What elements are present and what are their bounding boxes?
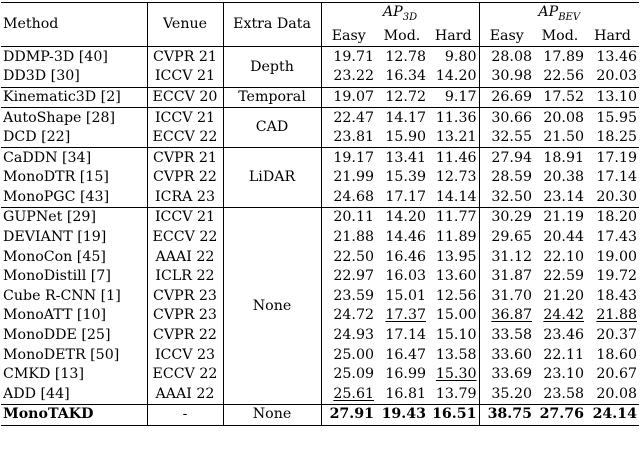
venue-cell: AAAI 22 [147,247,223,267]
value-cell [428,345,479,365]
value-text: 36.87 [491,307,532,324]
value-text: 20.11 [333,209,374,226]
value-cell [586,188,639,208]
value-text: 14.20 [435,68,477,85]
value-text: 29.65 [491,229,532,246]
value-cell [479,188,534,208]
value-text: 13.10 [596,88,637,105]
value-cell [321,47,376,67]
extra-data-cell: Temporal [223,87,321,108]
value-text: 13.41 [385,149,426,166]
value-cell [586,67,639,87]
value-text: 13.79 [435,385,477,402]
value-cell [376,306,428,326]
value-text: 17.43 [596,229,637,246]
value-text: 11.36 [435,109,477,126]
value-text: 26.69 [491,88,532,105]
header-method: Method [1,3,147,47]
value-text: 17.89 [543,48,584,65]
value-cell [586,287,639,307]
value-text: 21.19 [543,209,584,226]
value-text: 14.46 [385,229,426,246]
value-text: 20.30 [596,188,637,205]
value-text: 33.69 [491,366,532,383]
value-cell [479,128,534,148]
value-cell [321,128,376,148]
value-cell [428,208,479,228]
value-cell [321,267,376,287]
extra-data-cell: CAD [223,108,321,148]
venue-cell: - [147,405,223,426]
value-text: 16.99 [385,366,426,383]
table-row [1,87,639,108]
value-cell [428,385,479,405]
value-text: 19.07 [333,88,374,105]
value-cell [428,247,479,267]
value-cell [534,326,586,346]
table-row-proposed [1,405,639,426]
value-cell: 27.91 [321,405,376,426]
method-cell: CaDDN [34] [1,148,147,168]
venue-cell: ICCV 21 [147,108,223,128]
value-cell [586,267,639,287]
venue-cell: ECCV 22 [147,228,223,248]
value-text: 14.17 [385,109,426,126]
value-text: 18.25 [596,129,637,146]
venue-cell: CVPR 22 [147,168,223,188]
value-cell [479,267,534,287]
value-text: 21.88 [333,229,374,246]
value-cell [376,247,428,267]
value-text: 33.60 [491,346,532,363]
value-cell [321,208,376,228]
value-cell [534,365,586,385]
value-cell [376,326,428,346]
venue-cell: ICCV 23 [147,345,223,365]
value-text: 31.70 [491,287,532,304]
method-cell: DCD [22] [1,128,147,148]
value-cell [321,247,376,267]
value-text: 15.01 [385,287,426,304]
value-cell [376,385,428,405]
value-cell [586,228,639,248]
value-text: 31.87 [491,268,532,285]
results-table [1,2,639,426]
value-cell [376,128,428,148]
value-text: 20.44 [543,229,584,246]
value-text: 24.72 [333,307,374,324]
value-text: 25.61 [333,385,374,402]
table-row [1,47,639,67]
value-text: 22.56 [543,68,584,85]
value-text: 15.00 [435,307,477,324]
method-cell: DDMP-3D [40] [1,47,147,67]
value-cell [321,385,376,405]
value-text: 19.72 [596,268,637,285]
value-cell [479,345,534,365]
method-cell: Kinematic3D [2] [1,87,147,108]
extra-data-cell: None [223,405,321,426]
value-cell [479,326,534,346]
value-text: 16.46 [385,248,426,265]
value-cell [428,326,479,346]
value-text: 24.93 [333,327,374,344]
venue-cell: CVPR 23 [147,287,223,307]
value-cell [534,87,586,108]
value-cell [586,168,639,188]
value-text: 13.46 [596,48,637,65]
value-cell [586,247,639,267]
header-easy-3d: Easy [321,27,376,47]
value-cell [428,306,479,326]
value-text: 12.72 [385,88,426,105]
value-cell: 24.14 [586,405,639,426]
value-cell [586,128,639,148]
value-text: 28.59 [491,169,532,186]
value-text: 18.91 [543,149,584,166]
value-text: 35.20 [491,385,532,402]
value-cell [376,188,428,208]
value-text: 15.10 [435,327,477,344]
value-cell [376,47,428,67]
value-text: 19.17 [333,149,374,166]
value-text: 15.39 [385,169,426,186]
value-text: 25.00 [333,346,374,363]
value-cell [428,128,479,148]
value-text: 23.46 [543,327,584,344]
value-text: 23.22 [333,68,374,85]
value-text: 12.56 [435,287,477,304]
value-text: 20.38 [543,169,584,186]
value-cell [534,67,586,87]
method-cell: Cube R-CNN [1] [1,287,147,307]
value-text: 12.78 [385,48,426,65]
value-text: 13.21 [435,129,477,146]
method-cell: CMKD [13] [1,365,147,385]
value-text: 17.17 [385,188,426,205]
method-cell: DEVIANT [19] [1,228,147,248]
value-cell [428,87,479,108]
value-text: 22.59 [543,268,584,285]
method-cell: MonoPGC [43] [1,188,147,208]
value-cell [321,188,376,208]
header-mod-bev: Mod. [534,27,586,47]
value-text: 17.52 [543,88,584,105]
value-cell [321,326,376,346]
value-text: 33.58 [491,327,532,344]
extra-data-cell: Depth [223,47,321,87]
value-cell [428,108,479,128]
value-text: 30.98 [491,68,532,85]
value-cell [586,208,639,228]
value-text: 30.66 [491,109,532,126]
extra-data-cell: LiDAR [223,148,321,208]
value-cell [534,168,586,188]
venue-cell: ECCV 22 [147,365,223,385]
value-cell: 38.75 [479,405,534,426]
value-cell [586,306,639,326]
value-cell [534,287,586,307]
value-cell [428,47,479,67]
method-cell: DD3D [30] [1,67,147,87]
value-text: 18.43 [596,287,637,304]
value-text: 16.34 [385,68,426,85]
value-text: 14.14 [435,188,477,205]
venue-cell: ICCV 21 [147,67,223,87]
value-text: 23.81 [333,129,374,146]
method-cell: ADD [44] [1,385,147,405]
value-text: 19.71 [333,48,374,65]
value-cell [428,168,479,188]
method-cell: AutoShape [28] [1,108,147,128]
method-cell: MonoATT [10] [1,306,147,326]
value-cell [376,267,428,287]
value-text: 25.09 [333,366,374,383]
value-text: 23.59 [333,287,374,304]
value-cell [586,87,639,108]
venue-cell: CVPR 22 [147,326,223,346]
value-cell [534,188,586,208]
value-cell [321,148,376,168]
value-text: 22.47 [333,109,374,126]
value-text: 28.08 [491,48,532,65]
value-cell [376,287,428,307]
value-cell [376,345,428,365]
value-cell: 27.76 [534,405,586,426]
value-cell [428,148,479,168]
value-cell [586,47,639,67]
value-text: 32.50 [491,188,532,205]
header-ap3d [321,3,479,27]
value-cell [479,47,534,67]
method-cell: MonoDETR [50] [1,345,147,365]
value-cell [376,365,428,385]
value-cell [428,188,479,208]
venue-cell: CVPR 21 [147,47,223,67]
header-easy-bev: Easy [479,27,534,47]
value-text: 24.42 [543,307,584,324]
value-cell [479,208,534,228]
table-body [1,47,639,425]
value-cell [428,267,479,287]
value-text: 9.80 [444,48,477,65]
venue-cell: ICLR 22 [147,267,223,287]
value-text: 32.55 [491,129,532,146]
value-text: 20.37 [596,327,637,344]
value-text: 11.77 [435,209,477,226]
value-cell [428,365,479,385]
value-cell [479,247,534,267]
value-text: 17.37 [385,307,426,324]
value-cell [479,168,534,188]
value-cell [534,247,586,267]
method-cell: MonoTAKD [1,405,147,426]
value-cell [534,385,586,405]
value-cell [428,228,479,248]
value-text: 31.12 [491,248,532,265]
value-cell [479,67,534,87]
value-text: 20.08 [543,109,584,126]
value-text: 19.00 [596,248,637,265]
value-text: 11.89 [435,229,477,246]
value-cell [479,148,534,168]
extra-data-cell: None [223,208,321,405]
value-text: 9.17 [444,88,477,105]
value-cell [376,228,428,248]
value-cell [586,326,639,346]
value-cell [376,148,428,168]
value-text: 23.58 [543,385,584,402]
value-cell [376,168,428,188]
header-hard-bev: Hard [586,27,639,47]
value-cell [428,287,479,307]
method-cell: MonoCon [45] [1,247,147,267]
value-cell [534,208,586,228]
table-row [1,148,639,168]
value-cell [376,67,428,87]
value-text: 22.50 [333,248,374,265]
table-row [1,108,639,128]
value-cell [321,87,376,108]
value-text: 16.81 [385,385,426,402]
venue-cell: ICCV 21 [147,208,223,228]
value-text: 17.14 [385,327,426,344]
value-text: 13.60 [435,268,477,285]
value-cell [586,148,639,168]
header-extra-data: Extra Data [223,3,321,47]
header-apbev [479,3,639,27]
value-text: 15.95 [596,109,637,126]
value-text: 22.97 [333,268,374,285]
value-text: 21.99 [333,169,374,186]
header-hard-3d: Hard [428,27,479,47]
value-cell [534,108,586,128]
value-cell [321,108,376,128]
value-cell [479,228,534,248]
value-text: 12.73 [435,169,477,186]
value-text: 18.20 [596,209,637,226]
value-cell [479,306,534,326]
method-cell: MonoDTR [15] [1,168,147,188]
value-text: 20.08 [596,385,637,402]
value-text: 22.10 [543,248,584,265]
value-cell [479,365,534,385]
value-cell [321,345,376,365]
header-mod-3d: Mod. [376,27,428,47]
value-cell [376,208,428,228]
value-cell [321,365,376,385]
value-text: 20.03 [596,68,637,85]
value-text: 24.68 [333,188,374,205]
value-cell [321,287,376,307]
value-cell [428,67,479,87]
value-cell [321,67,376,87]
venue-cell: ECCV 20 [147,87,223,108]
venue-cell: CVPR 21 [147,148,223,168]
value-cell [534,47,586,67]
value-text: 27.94 [491,149,532,166]
value-text: 15.90 [385,129,426,146]
venue-cell: ECCV 22 [147,128,223,148]
value-cell [534,345,586,365]
value-cell [534,306,586,326]
value-text: 16.03 [385,268,426,285]
method-cell: GUPNet [29] [1,208,147,228]
value-cell [479,287,534,307]
venue-cell: ICRA 23 [147,188,223,208]
value-text: 20.67 [596,366,637,383]
value-cell [376,108,428,128]
value-cell: 16.51 [428,405,479,426]
value-text: 23.14 [543,188,584,205]
value-text: 11.46 [435,149,477,166]
value-cell [321,228,376,248]
table-row [1,208,639,228]
value-cell [586,108,639,128]
value-text: 21.50 [543,129,584,146]
method-cell: MonoDistill [7] [1,267,147,287]
value-text: 13.95 [435,248,477,265]
value-cell [586,365,639,385]
venue-cell: CVPR 23 [147,306,223,326]
value-cell [479,108,534,128]
value-cell [534,267,586,287]
value-text: 23.10 [543,366,584,383]
header-venue: Venue [147,3,223,47]
value-cell [479,385,534,405]
ap3d-label: $AP_{3D}$ [382,4,418,23]
venue-cell: AAAI 22 [147,385,223,405]
value-text: 30.29 [491,209,532,226]
value-cell [534,148,586,168]
value-text: 21.88 [596,307,637,324]
value-cell [321,306,376,326]
value-text: 14.20 [385,209,426,226]
value-cell [534,228,586,248]
value-text: 18.60 [596,346,637,363]
value-text: 21.20 [543,287,584,304]
value-cell [534,128,586,148]
value-text: 15.30 [435,366,477,383]
value-text: 17.14 [596,169,637,186]
value-text: 22.11 [543,346,584,363]
value-cell [376,87,428,108]
value-text: 17.19 [596,149,637,166]
value-cell [586,385,639,405]
value-cell [479,87,534,108]
apbev-label: $AP_{BEV}$ [538,4,581,23]
value-text: 16.47 [385,346,426,363]
value-cell [586,345,639,365]
value-cell [321,168,376,188]
method-cell: MonoDDE [25] [1,326,147,346]
value-text: 13.58 [435,346,477,363]
value-cell: 19.43 [376,405,428,426]
